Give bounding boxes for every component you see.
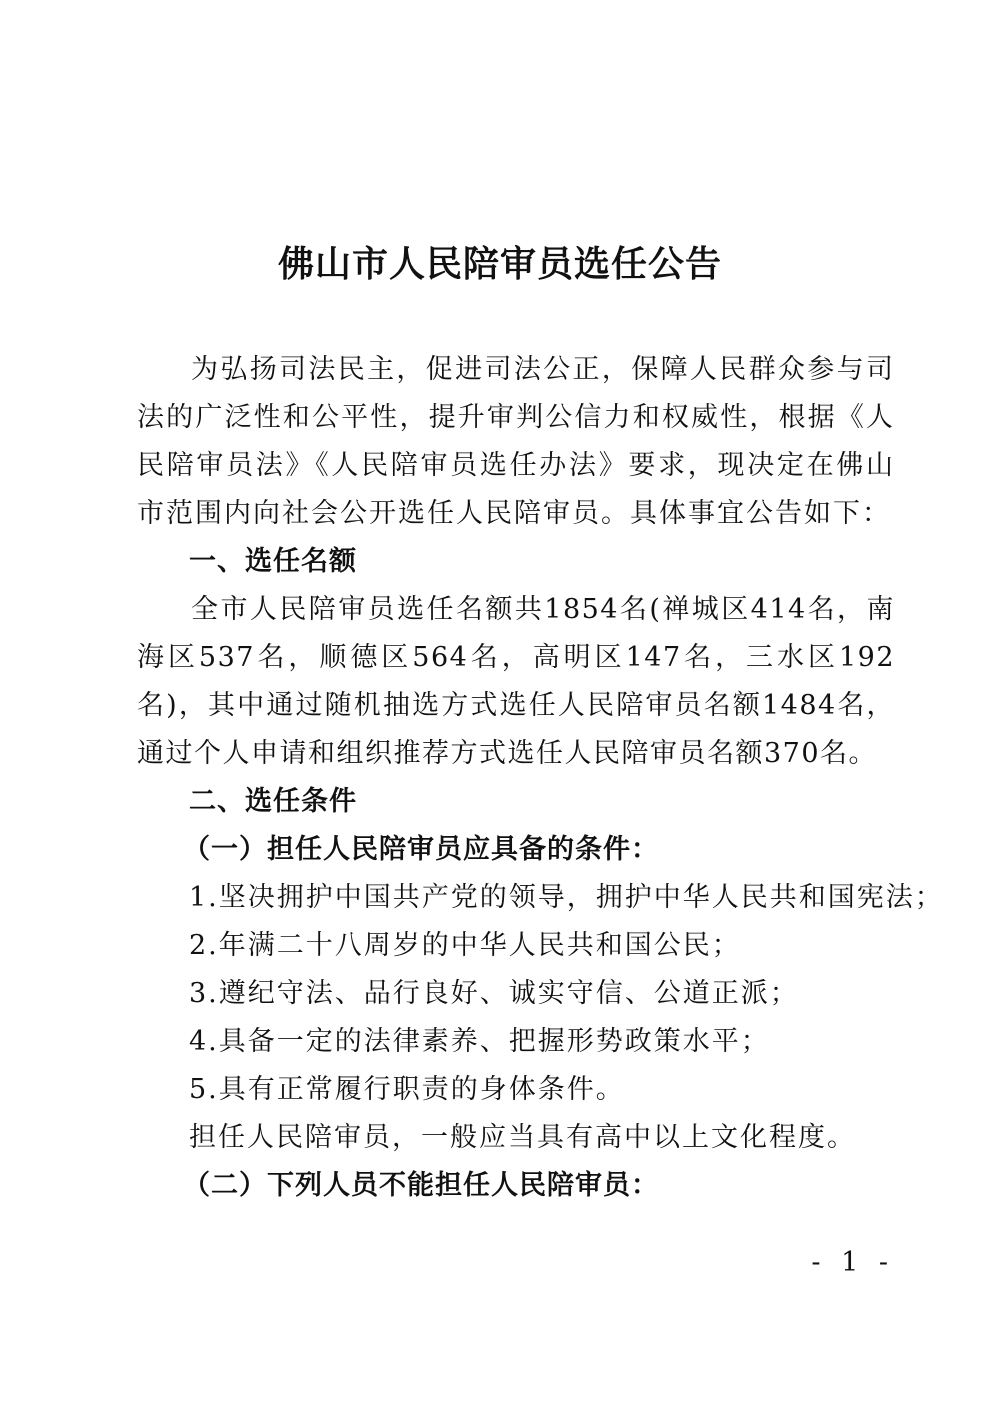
condition-item-3: 3.遵纪守法、品行良好、诚实守信、公道正派； xyxy=(189,978,799,1009)
condition-item-4: 4.具备一定的法律素养、把握形势政策水平； xyxy=(189,1026,770,1057)
subsection-1-heading: （一）担任人民陪审员应具备的条件： xyxy=(183,834,659,865)
condition-item-5: 5.具有正常履行职责的身体条件。 xyxy=(189,1074,625,1105)
section-2-heading: 二、选任条件 xyxy=(189,786,357,817)
education-note: 担任人民陪审员，一般应当具有高中以上文化程度。 xyxy=(189,1122,856,1153)
section-1-heading: 一、选任名额 xyxy=(189,546,357,577)
intro-paragraph: 为弘扬司法民主，促进司法公正，保障人民群众参与司法的广泛性和公平性，提升审判公信力和权威性，根据《人民陪审员法》《人民陪审员选任办法》要求，现决定在佛山市范围内向社会公开选任人民陪审员。具体事宜公告如下： xyxy=(137,354,895,529)
page-number: - 1 - xyxy=(811,1247,894,1278)
subsection-2-heading: （二）下列人员不能担任人民陪审员： xyxy=(183,1170,659,1201)
section-1-body: 全市人民陪审员选任名额共1854名(禅城区414名，南海区537名，顺德区564名，高明区147名，三水区192名)，其中通过随机抽选方式选任人民陪审员名额1484名，通过个人申请和组织推荐方式选任人民陪审员名额370名。 xyxy=(137,594,895,769)
condition-item-2: 2.年满二十八周岁的中华人民共和国公民； xyxy=(189,930,741,961)
condition-item-1: 1.坚决拥护中国共产党的领导，拥护中华人民共和国宪法； xyxy=(189,882,944,913)
document-title: 佛山市人民陪审员选任公告 xyxy=(277,243,722,285)
